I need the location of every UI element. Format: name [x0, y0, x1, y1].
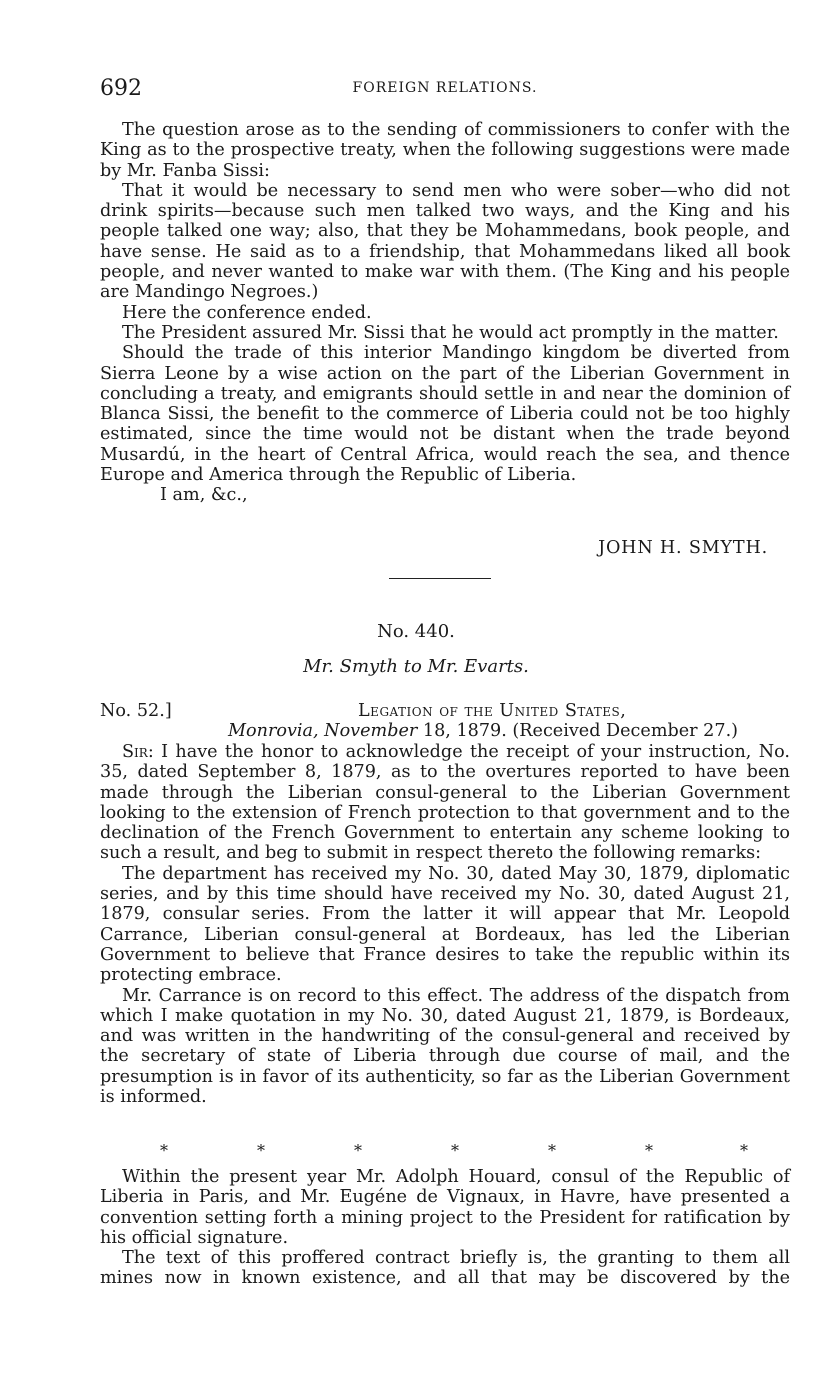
paragraph-conference-ended: Here the conference ended.: [122, 302, 372, 323]
star: *: [645, 1141, 653, 1160]
dateline-place: Monrovia, November: [228, 721, 418, 741]
section-conference: [100, 120, 790, 506]
star: *: [548, 1141, 556, 1160]
running-title: FOREIGN RELATIONS.: [352, 80, 538, 96]
paragraph-mining-project: Within the present year Mr. Adolph Houard, consul of the Republic of Liberia in Paris, and Mr. Eugéne de Vignaux, in Havre, have presented a convention setting forth a mining project to the President for ratification by his official signature.: [100, 1167, 790, 1248]
paragraph-president-assured: The President assured Mr. Sissi that he would act promptly in the matter.: [122, 322, 779, 343]
legation-line: Legation of the United States,: [358, 701, 627, 721]
paragraph-suggestions: That it would be necessary to send men who were sober—who did not drink spirits—because such men talked two ways, and the King and his people talked one way; also, that they be Mohammedans, book people, and have sense. He said as to a friendship, that Mohammedans liked all book people, and never wanted to make war with them. (The King and his people are Mandingo Negroes.): [100, 180, 790, 303]
paragraph-trade: Should the trade of this interior Mandingo kingdom be diverted from Sierra Leone by a wise action on the part of the Liberian Government in concluding a treaty, and emigrants should settle in and near the dominion of Blanca Sissi, the benefit to the commerce of Liberia could not be too highly estimated, since the time would not be distant when the trade beyond Musardú, in the heart of Central Africa, would reach the sea, and thence Europe and America through the Republic of Liberia.: [100, 343, 790, 486]
star: *: [160, 1141, 168, 1160]
section-letter-part1: [100, 742, 790, 1107]
page-number: 692: [100, 76, 142, 101]
paragraph-contract-text: The text of this proffered contract briefly is, the granting to them all mines now in known existence, and all that may be discovered by the: [100, 1248, 790, 1289]
closing-line: I am, &c.,: [160, 485, 248, 506]
paragraph-commissioners: The question arose as to the sending of commissioners to confer with the King as to the prospective treaty, when the following suggestions were made by Mr. Fanba Sissi:: [100, 120, 790, 181]
star: *: [740, 1141, 748, 1160]
star: *: [354, 1141, 362, 1160]
document-subtitle: Mr. Smyth to Mr. Evarts.: [303, 656, 529, 677]
star: *: [257, 1141, 265, 1160]
dispatch-number: No. 52.]: [100, 701, 172, 721]
paragraph-department: The department has received my No. 30, dated May 30, 1879, diplomatic series, and by this time should have received my No. 30, dated August 21, 1879, consular series. From the latter it will appear that Mr. Leopold Carrance, Liberian consul-general at Bordeaux, has led the Liberian Government to believe that France desires to take the republic within its protecting embrace.: [100, 863, 790, 986]
dispatch-heading: [100, 701, 790, 723]
ellipsis-stars: [160, 1141, 760, 1161]
page-header: [100, 76, 790, 104]
document-number: No. 440.: [377, 621, 455, 642]
paragraph-carrance: Mr. Carrance is on record to this effect. The address of the dispatch from which I make quotation in my No. 30, dated August 21, 1879, is Bordeaux, and was written in the handwriting of the consul-general and received by the secretary of state of Liberia through due course of mail, and the presumption is in favor of its authenticity, so far as the Liberian Government is informed.: [100, 985, 790, 1108]
section-divider: [389, 578, 491, 579]
paragraph-acknowledgement-text: : I have the honor to acknowledge the receipt of your instruction, No. 35, dated September 8, 1879, as to the overtures reported to have been made through the Liberian consul-general to the Liberian Government looking to the extension of French protection to that government and to the declination of the French Government to entertain any scheme looking to such a result, and beg to submit in respect thereto the following remarks:: [100, 742, 790, 864]
dateline-date: 18, 1879. (Received December 27.): [417, 721, 739, 741]
signature: JOHN H. SMYTH.: [598, 538, 768, 558]
star: *: [451, 1141, 459, 1160]
section-letter-part2: [100, 1167, 790, 1289]
paragraph-acknowledgement: [100, 742, 790, 864]
dateline: [228, 721, 738, 741]
salutation: Sir: [122, 742, 148, 762]
